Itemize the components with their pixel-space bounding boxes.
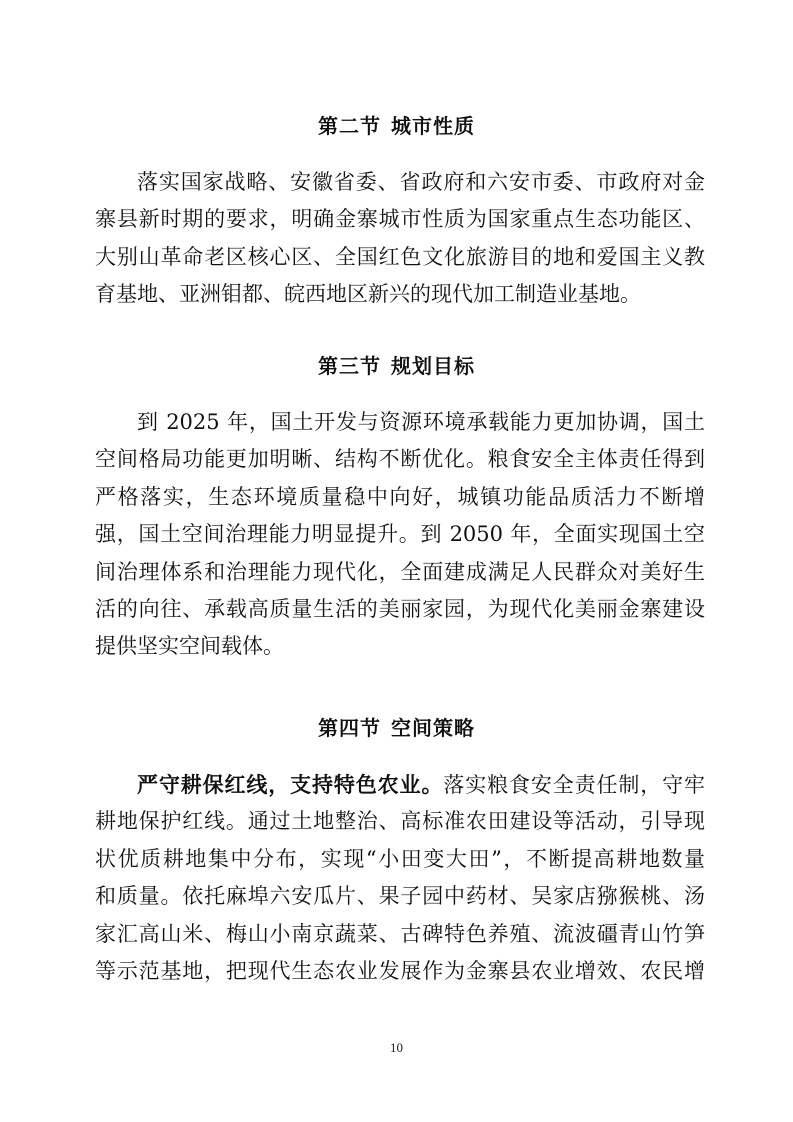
paragraph-line: 到 2025 年，国土开发与资源环境承载能力更加协调，国土 [137,410,705,434]
section-paragraph [95,164,705,314]
section-number: 第二节 [318,114,381,138]
section-title: 空间策略 [391,716,475,740]
section-heading [0,110,793,139]
lead-continuation: 落实粮食安全责任制，守牢 [443,773,706,797]
section-number: 第三节 [318,354,381,378]
paragraph-line: 间治理体系和治理能力现代化，全面建成满足人民群众对美好生 [95,559,705,584]
section-paragraph [95,766,705,990]
paragraph-line: 和质量。依托麻埠六安瓜片、果子园中药材、吴家店猕猴桃、汤 [95,884,705,909]
paragraph-line: 耕地保护红线。通过土地整治、高标准农田建设等活动，引导现 [95,809,705,834]
paragraph-line: 严格落实，生态环境质量稳中向好，城镇功能品质活力不断增 [95,484,705,509]
section-number: 第四节 [318,716,381,740]
paragraph-line: 大别山革命老区核心区、全国红色文化旅游目的地和爱国主义教 [95,244,705,269]
paragraph-line [95,766,705,803]
paragraph-line: 强，国土空间治理能力明显提升。到 2050 年，全面实现国土空 [95,522,705,547]
page-number: 10 [390,1040,403,1055]
paragraph-line: 空间格局功能更加明晰、结构不断优化。粮食安全主体责任得到 [95,447,705,472]
paragraph-line: 落实国家战略、安徽省委、省政府和六安市委、市政府对金 [137,170,705,194]
paragraph-line: 状优质耕地集中分布，实现“小田变大田”，不断提高耕地数量 [95,846,705,871]
paragraph-line: 育基地、亚洲钼都、皖西地区新兴的现代加工制造业基地。 [95,282,641,307]
paragraph-line: 活的向往、承载高质量生活的美丽家园，为现代化美丽金寨建设 [95,596,705,621]
paragraph-line: 家汇高山米、梅山小南京蔬菜、古碑特色养殖、流波礓青山竹笋 [95,921,705,946]
paragraph-line: 提供坚实空间载体。 [95,634,284,659]
section-title: 城市性质 [391,114,475,138]
section-heading [0,712,793,741]
lead-sentence: 严守耕保红线，支持特色农业。 [137,772,444,797]
section-heading [0,350,793,379]
paragraph-line: 寨县新时期的要求，明确金寨城市性质为国家重点生态功能区、 [95,207,705,232]
section-paragraph [95,404,705,666]
paragraph-line: 等示范基地，把现代生态农业发展作为金寨县农业增效、农民增 [95,958,705,983]
section-title: 规划目标 [391,354,475,378]
